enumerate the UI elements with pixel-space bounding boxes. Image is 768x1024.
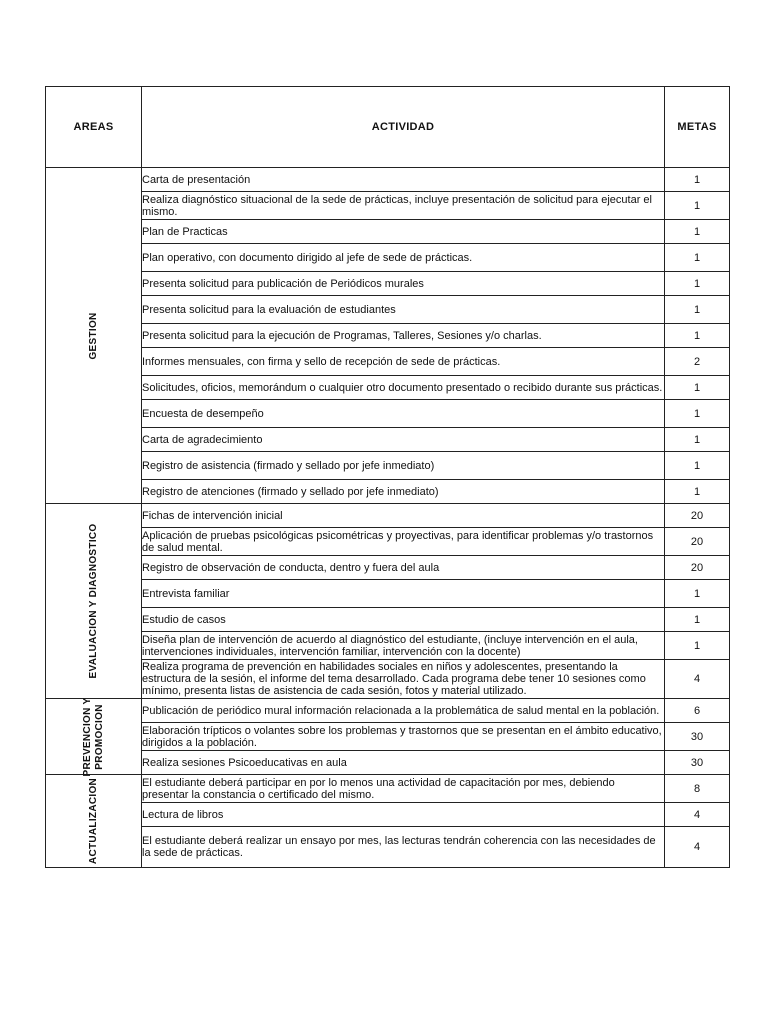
meta-cell: 30 <box>665 723 730 751</box>
meta-cell: 1 <box>665 296 730 324</box>
area-actualizacion <box>46 775 142 868</box>
activity-cell: Carta de agradecimiento <box>142 428 665 452</box>
table-row <box>46 400 730 428</box>
activity-cell: Plan de Practicas <box>142 220 665 244</box>
activity-cell: Realiza sesiones Psicoeducativas en aula <box>142 751 665 775</box>
activity-cell: Aplicación de pruebas psicológicas psicométricas y proyectivas, para identificar problemas y/o trastornos de salud mental. <box>142 528 665 556</box>
table-row <box>46 580 730 608</box>
activity-cell: El estudiante deberá participar en por lo menos una actividad de capacitación por mes, debiendo presentar la constancia o certificado del mismo. <box>142 775 665 803</box>
table-row <box>46 803 730 827</box>
meta-cell: 1 <box>665 480 730 504</box>
meta-cell: 20 <box>665 528 730 556</box>
header-actividad: ACTIVIDAD <box>142 87 665 168</box>
activity-cell: Registro de asistencia (firmado y sellado por jefe inmediato) <box>142 452 665 480</box>
activity-cell: Fichas de intervención inicial <box>142 504 665 528</box>
meta-cell: 30 <box>665 751 730 775</box>
activity-cell: Diseña plan de intervención de acuerdo al diagnóstico del estudiante, (incluye intervención en el aula, intervenciones individuales, intervención familiar, intervención con la docente) <box>142 632 665 660</box>
meta-cell: 8 <box>665 775 730 803</box>
meta-cell: 1 <box>665 324 730 348</box>
activity-cell: Estudio de casos <box>142 608 665 632</box>
area-gestion <box>46 168 142 504</box>
table-row <box>46 528 730 556</box>
activity-cell: Presenta solicitud para la evaluación de estudiantes <box>142 296 665 324</box>
meta-cell: 1 <box>665 376 730 400</box>
area-prevencion-promocion <box>46 699 142 775</box>
activity-cell: Entrevista familiar <box>142 580 665 608</box>
table-row <box>46 660 730 699</box>
area-label-line2: PROMOCION <box>93 703 105 770</box>
table-row <box>46 480 730 504</box>
area-evaluacion-diagnostico <box>46 504 142 699</box>
activity-cell: Realiza diagnóstico situacional de la sede de prácticas, incluye presentación de solicitud para ejecutar el mismo. <box>142 192 665 220</box>
table-row <box>46 324 730 348</box>
meta-cell: 1 <box>665 168 730 192</box>
meta-cell: 1 <box>665 580 730 608</box>
activity-cell: Realiza programa de prevención en habilidades sociales en niños y adolescentes, presentando la estructura de la sesión, el informe del tema desarrollado. Cada programa debe tener 10 sesiones como mínimo, presenta listas de asistencia de cada sesión, fotos y material utilizado. <box>142 660 665 699</box>
meta-cell: 2 <box>665 348 730 376</box>
activity-cell: Carta de presentación <box>142 168 665 192</box>
table-row <box>46 723 730 751</box>
table-row <box>46 775 730 803</box>
meta-cell: 1 <box>665 400 730 428</box>
activities-table <box>45 86 730 868</box>
area-label: ACTUALIZACION <box>87 777 99 865</box>
table-row <box>46 556 730 580</box>
table-row <box>46 428 730 452</box>
table-row <box>46 608 730 632</box>
table-row <box>46 751 730 775</box>
meta-cell: 1 <box>665 632 730 660</box>
meta-cell: 1 <box>665 452 730 480</box>
table-row <box>46 827 730 868</box>
meta-cell: 1 <box>665 428 730 452</box>
meta-cell: 1 <box>665 244 730 272</box>
area-label <box>82 697 106 776</box>
activity-cell: Registro de atenciones (firmado y sellado por jefe inmediato) <box>142 480 665 504</box>
meta-cell: 6 <box>665 699 730 723</box>
meta-cell: 1 <box>665 272 730 296</box>
table-row <box>46 272 730 296</box>
activity-cell: Publicación de periódico mural información relacionada a la problemática de salud mental en la población. <box>142 699 665 723</box>
activity-cell: Informes mensuales, con firma y sello de recepción de sede de prácticas. <box>142 348 665 376</box>
activity-cell: Plan operativo, con documento dirigido al jefe de sede de prácticas. <box>142 244 665 272</box>
activity-cell: Lectura de libros <box>142 803 665 827</box>
activity-cell: Solicitudes, oficios, memorándum o cualquier otro documento presentado o recibido durante sus prácticas. <box>142 376 665 400</box>
area-label: GESTION <box>87 311 99 360</box>
meta-cell: 4 <box>665 803 730 827</box>
header-areas: AREAS <box>46 87 142 168</box>
activity-cell: Elaboración trípticos o volantes sobre los problemas y trastornos que se presentan en el ámbito educativo, dirigidos a la población. <box>142 723 665 751</box>
table-row <box>46 632 730 660</box>
activity-cell: El estudiante deberá realizar un ensayo por mes, las lecturas tendrán coherencia con las necesidades de la sede de prácticas. <box>142 827 665 868</box>
table-row <box>46 296 730 324</box>
table-row <box>46 699 730 723</box>
area-label: EVALUACION Y DIAGNOSTICO <box>87 523 99 679</box>
table-row <box>46 452 730 480</box>
meta-cell: 1 <box>665 608 730 632</box>
meta-cell: 4 <box>665 827 730 868</box>
table-row <box>46 192 730 220</box>
table-row <box>46 220 730 244</box>
table-row <box>46 376 730 400</box>
meta-cell: 1 <box>665 220 730 244</box>
meta-cell: 1 <box>665 192 730 220</box>
activity-cell: Encuesta de desempeño <box>142 400 665 428</box>
activity-cell: Presenta solicitud para la ejecución de Programas, Talleres, Sesiones y/o charlas. <box>142 324 665 348</box>
header-row <box>46 87 730 168</box>
meta-cell: 4 <box>665 660 730 699</box>
activity-cell: Registro de observación de conducta, dentro y fuera del aula <box>142 556 665 580</box>
meta-cell: 20 <box>665 556 730 580</box>
meta-cell: 20 <box>665 504 730 528</box>
activity-cell: Presenta solicitud para publicación de Periódicos murales <box>142 272 665 296</box>
table-row <box>46 348 730 376</box>
table-row <box>46 504 730 528</box>
table-row <box>46 168 730 192</box>
table-row <box>46 244 730 272</box>
header-metas: METAS <box>665 87 730 168</box>
area-label-line1: PREVENCION Y <box>81 697 93 776</box>
